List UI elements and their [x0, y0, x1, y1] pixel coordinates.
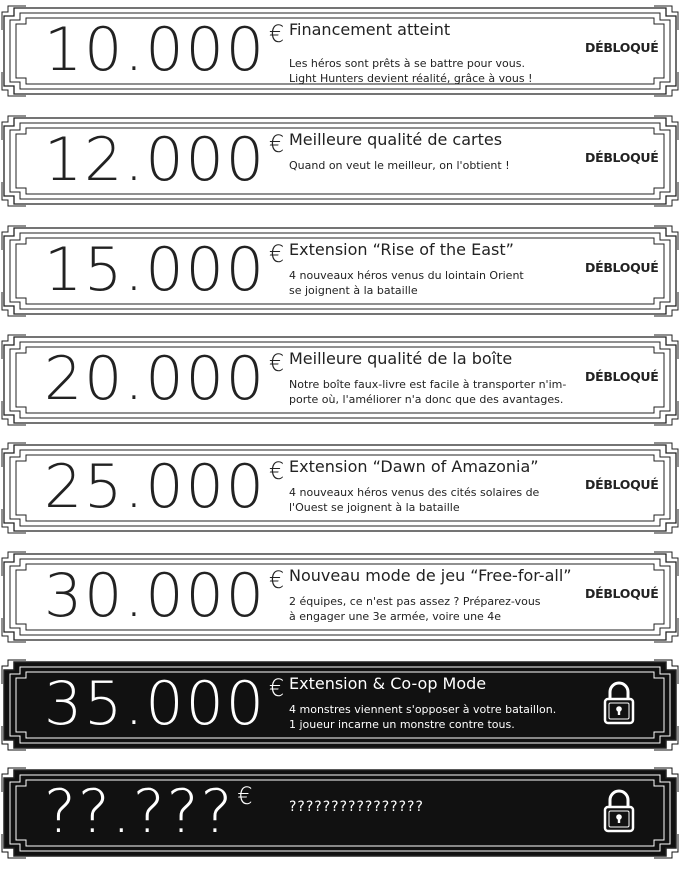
goal-description-line: 1 joueur incarne un monstre contre tous.	[289, 718, 515, 731]
goal-amount-value: 25.000	[44, 452, 266, 522]
goal-amount	[44, 339, 287, 419]
goal-description-line: 4 nouveaux héros venus du lointain Orient	[289, 269, 524, 282]
stretch-goal-card	[0, 766, 680, 860]
goal-amount-value: 15.000	[44, 235, 266, 305]
goal-description	[289, 56, 589, 86]
goal-description	[289, 485, 589, 515]
stretch-goal-card	[0, 333, 680, 427]
goal-title: Financement atteint	[289, 20, 451, 39]
stretch-goal-card	[0, 441, 680, 535]
goal-description-line: 2 équipes, ce n'est pas assez ? Préparez-vous	[289, 595, 541, 608]
goal-amount-value: 12.000	[44, 125, 266, 195]
currency-symbol: €	[237, 782, 255, 810]
goal-amount	[44, 10, 287, 90]
goal-description-line: à engager une 3e armée, voire une 4e	[289, 610, 502, 623]
goal-amount	[44, 447, 287, 527]
currency-symbol: €	[268, 20, 287, 48]
goal-description-line: Quand on veut le meilleur, on l'obtient !	[289, 159, 510, 172]
goal-amount-value: 30.000	[44, 561, 266, 631]
unlocked-badge: DÉBLOQUÉ	[585, 586, 659, 601]
goal-description-line: Light Hunters devient réalité, grâce à vous !	[289, 72, 533, 85]
goal-amount-value: 10.000	[44, 15, 266, 85]
currency-symbol: €	[268, 457, 287, 485]
goal-title: Meilleure qualité de cartes	[289, 130, 503, 149]
goal-description-line: 4 monstres viennent s'opposer à votre bataillon.	[289, 703, 557, 716]
unlocked-badge: DÉBLOQUÉ	[585, 40, 659, 55]
goal-title: Nouveau mode de jeu “Free-for-all”	[289, 566, 572, 585]
goal-description-line: porte où, l'améliorer n'a donc que des avantages.	[289, 393, 564, 406]
currency-symbol: €	[268, 130, 287, 158]
goal-amount	[44, 120, 287, 200]
goal-amount	[44, 230, 287, 310]
goal-amount-value: 35.000	[44, 669, 266, 739]
currency-symbol: €	[268, 566, 287, 594]
goal-description-line: se joignent à la bataille	[289, 284, 418, 297]
goal-description-line: Notre boîte faux-livre est facile à transporter n'im-	[289, 378, 567, 391]
stretch-goal-card	[0, 4, 680, 98]
goal-amount	[44, 772, 279, 852]
goal-title: Extension “Rise of the East”	[289, 240, 514, 259]
goal-title: Extension & Co-op Mode	[289, 674, 487, 693]
goal-description	[289, 800, 589, 815]
goal-amount-value: ??.???	[44, 777, 235, 847]
unlocked-badge: DÉBLOQUÉ	[585, 260, 659, 275]
stretch-goal-card	[0, 550, 680, 644]
goal-description	[289, 377, 589, 407]
stretch-goal-card	[0, 658, 680, 752]
unlocked-badge: DÉBLOQUÉ	[585, 150, 659, 165]
goal-title: Extension “Dawn of Amazonia”	[289, 457, 539, 476]
goal-amount	[44, 556, 287, 636]
goal-description-line: l'Ouest se joignent à la bataille	[289, 501, 460, 514]
stretch-goal-card	[0, 224, 680, 318]
goal-amount-value: 20.000	[44, 344, 266, 414]
goal-description-line: Les héros sont prêts à se battre pour vous.	[289, 57, 525, 70]
goal-amount	[44, 664, 287, 744]
currency-symbol: €	[268, 240, 287, 268]
stretch-goal-card	[0, 114, 680, 208]
goal-title: Meilleure qualité de la boîte	[289, 349, 513, 368]
unlocked-badge: DÉBLOQUÉ	[585, 369, 659, 384]
currency-symbol: €	[268, 349, 287, 377]
goal-description	[289, 594, 589, 624]
goal-description	[289, 268, 589, 298]
goal-description-line: 4 nouveaux héros venus des cités solaires de	[289, 486, 540, 499]
goal-description	[289, 158, 589, 173]
currency-symbol: €	[268, 674, 287, 702]
unlocked-badge: DÉBLOQUÉ	[585, 477, 659, 492]
goal-description	[289, 702, 589, 732]
goal-description-line: ????????????????	[289, 799, 424, 815]
